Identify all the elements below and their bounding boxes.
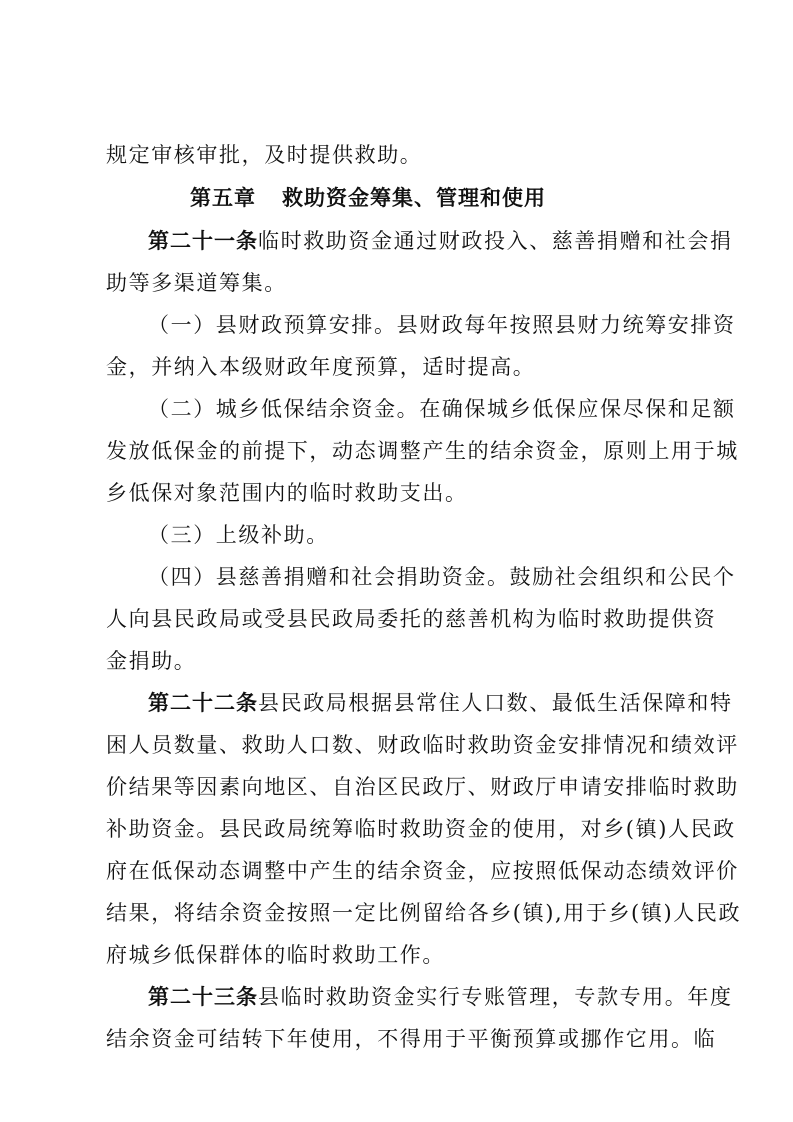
article-22-line-2: 困人员数量、救助人口数、财政临时救助资金安排情况和绩效评 [106, 733, 739, 757]
item-2-line-3: 乡低保对象范围内的临时救助支出。 [106, 481, 468, 505]
chapter-heading [190, 178, 610, 218]
article-22-line-6: 结果，将结余资金按照一定比例留给各乡(镇),用于乡(镇)人民政 [106, 901, 742, 925]
article-22-label: 第二十二条 [148, 691, 258, 715]
article-22-line-3: 价结果等因素向地区、自治区民政厅、财政厅申请安排临时救助 [106, 775, 739, 799]
article-21-label: 第二十一条 [148, 229, 258, 253]
item-1-line-1: （一）县财政预算安排。县财政每年按照县财力统筹安排资 [148, 313, 736, 337]
item-2-line-1: （二）城乡低保结余资金。在确保城乡低保应保尽保和足额 [148, 397, 736, 421]
chapter-number: 第五章 [190, 186, 256, 210]
article-23-label: 第二十三条 [148, 985, 258, 1009]
text-line: 规定审核审批，及时提供救助。 [106, 143, 423, 167]
article-21-text: 临时救助资金通过财政投入、慈善捐赠和社会捐 [258, 229, 733, 253]
article-22-line-4: 补助资金。县民政局统筹临时救助资金的使用，对乡(镇)人民政 [106, 817, 736, 841]
item-1-line-2: 金，并纳入本级财政年度预算，适时提高。 [106, 355, 536, 379]
article-22-line-7: 府城乡低保群体的临时救助工作。 [106, 943, 445, 967]
article-23-text: 县临时救助资金实行专账管理，专款专用。年度 [258, 985, 733, 1009]
item-4-line-3: 金捐助。 [106, 649, 197, 673]
article-22-line-1 [148, 683, 733, 723]
article-22-line-5: 府在低保动态调整中产生的结余资金，应按照低保动态绩效评价 [106, 859, 739, 883]
article-23-line-2: 结余资金可结转下年使用，不得用于平衡预算或挪作它用。临 [106, 1027, 717, 1051]
item-3-line-1: （三）上级补助。 [148, 523, 329, 547]
article-21-line-1 [148, 221, 733, 261]
item-4-line-2: 人向县民政局或受县民政局委托的慈善机构为临时救助提供资 [106, 607, 717, 631]
article-23-line-1 [148, 977, 733, 1017]
article-22-text: 县民政局根据县常住人口数、最低生活保障和特 [258, 691, 733, 715]
item-2-line-2: 发放低保金的前提下，动态调整产生的结余资金，原则上用于城 [106, 439, 739, 463]
chapter-title: 救助资金筹集、管理和使用 [282, 186, 546, 210]
item-4-line-1: （四）县慈善捐赠和社会捐助资金。鼓励社会组织和公民个 [148, 565, 736, 589]
article-21-line-2: 助等多渠道筹集。 [106, 271, 287, 295]
